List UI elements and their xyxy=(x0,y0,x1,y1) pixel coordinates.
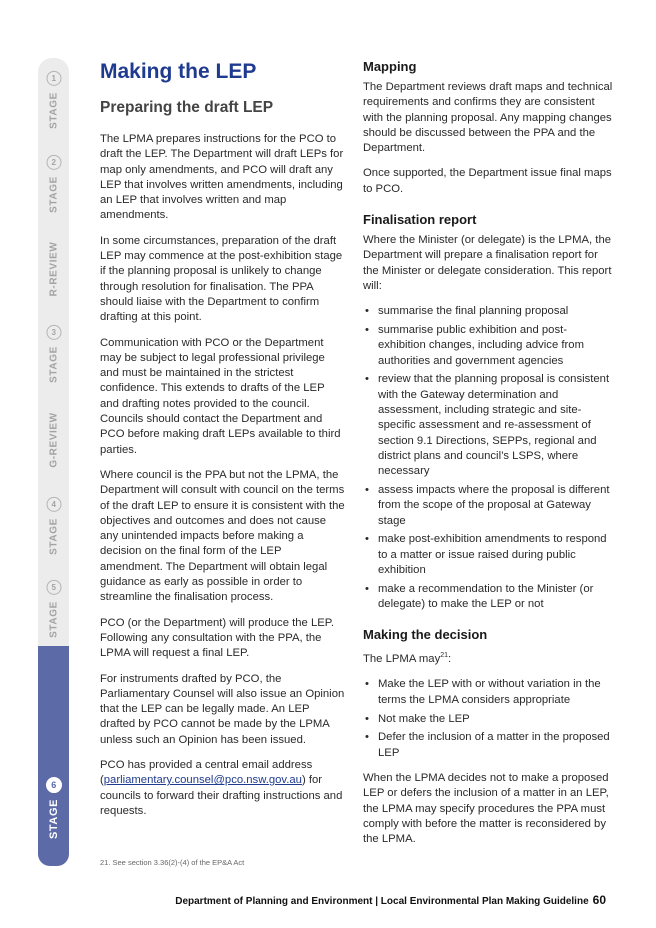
paragraph: For instruments drafted by PCO, the Parliamentary Counsel will also issue an Opinion that the LEP can be legally made. An LEP drafted by PCO cannot be made by the LPMA unless such an Opinion has been issued. xyxy=(100,672,345,746)
tab-stage-5-label: STAGE xyxy=(48,601,59,638)
list-item xyxy=(363,483,613,529)
paragraph: The Department reviews draft maps and technical requirements and confirms they are consistent with the planning proposal. Any mapping changes should be discussed between the PPA and the Department. xyxy=(363,81,613,155)
tab-stage-3-number: 3 xyxy=(46,325,61,340)
paragraph: Where council is the PPA but not the LPMA, the Department will consult with council on the terms of the draft LEP to ensure it is consistent with the objectives and outcomes and does not cause any unintended impacts before making a decision on the final form of the LEP amendment. The Department will obtain legal guidance as early as possible in order to streamline the finalisation process. xyxy=(100,468,345,604)
list-item xyxy=(363,532,613,578)
bullet: • xyxy=(365,678,369,691)
paragraph: The LPMA prepares instructions for the PCO to draft the LEP. The Department will draft LEPs for map only amendments, and PCO will draft any LEP that involves written amendments, including an LEP that involves written and map amendments. xyxy=(100,133,344,222)
tab-stage-4-number: 4 xyxy=(46,497,61,512)
page-footer xyxy=(175,893,606,907)
list-item xyxy=(363,712,613,727)
footnote-ref: 21 xyxy=(440,652,449,660)
tab-stage-2-number: 2 xyxy=(46,155,61,170)
paragraph-text: ) for councils to forward their drafting instructions and requests. xyxy=(100,774,343,817)
page-number: 60 xyxy=(592,893,606,907)
decision-list xyxy=(363,677,613,760)
footer-text: Department of Planning and Environment | Local Environmental Plan Making Guideline xyxy=(175,896,589,907)
page-title: Making the LEP xyxy=(100,60,257,83)
section-heading-preparing: Preparing the draft LEP xyxy=(100,99,274,116)
tab-stage-6-label: STAGE xyxy=(47,798,60,840)
bullet: • xyxy=(365,484,369,497)
tab-stage-5-number: 5 xyxy=(46,580,61,595)
decision-section xyxy=(363,626,613,847)
right-column xyxy=(363,58,613,857)
bullet: • xyxy=(365,712,369,725)
list-item-text: review that the planning proposal is consistent with the Gateway determination and assessment, including strategic and site-specific assessment and re-assessment of section 9.1 Directions, SEPPs, regional and district plans and council’s LSPS, where necessary xyxy=(378,373,610,478)
list-item-text: Not make the LEP xyxy=(378,712,470,725)
tab-stage-1[interactable] xyxy=(38,58,69,142)
tab-stage-2-label: STAGE xyxy=(48,176,59,213)
tab-stage-2[interactable] xyxy=(38,142,69,226)
tab-stage-1-number: 1 xyxy=(46,71,61,86)
email-link[interactable]: parliamentary.counsel@pco.nsw.gov.au xyxy=(103,774,302,787)
list-item xyxy=(363,730,613,761)
list-item xyxy=(363,677,613,708)
paragraph: PCO (or the Department) will produce the LEP. Following any consultation with the PPA, the LPMA will request a final LEP. xyxy=(100,616,334,660)
paragraph: Where the Minister (or delegate) is the LPMA, the Department will prepare a finalisation report for the Minister or delegate consideration. This report will: xyxy=(363,234,612,292)
tab-stage-4[interactable] xyxy=(38,484,69,568)
list-item-text: make post-exhibition amendments to respond to a matter or issue raised during public exhibition xyxy=(378,533,607,577)
stage-sidebar xyxy=(38,58,69,866)
paragraph: In some circumstances, preparation of the draft LEP may commence at the post-exhibition stage if the planning proposal is unlikely to change through resolution for finalisation. The PPA should liaise with the Department to confirm drafting at this point. xyxy=(100,234,343,324)
section-heading-decision: Making the decision xyxy=(363,627,488,643)
list-item xyxy=(363,304,613,319)
tab-r-review-label: R-REVIEW xyxy=(48,241,59,297)
list-item-text: summarise public exhibition and post-exhibition changes, including advice from authorities and government agencies xyxy=(378,324,584,367)
bullet: • xyxy=(365,533,369,546)
tab-g-review-label: G-REVIEW xyxy=(48,412,59,468)
bullet: • xyxy=(365,305,369,318)
tab-stage-4-label: STAGE xyxy=(48,518,59,555)
list-item-text: Defer the inclusion of a matter in the proposed LEP xyxy=(378,731,610,759)
paragraph-email xyxy=(100,758,346,819)
bullet: • xyxy=(365,731,369,744)
bullet: • xyxy=(365,324,369,337)
tab-stage-3[interactable] xyxy=(38,312,69,396)
finalisation-section xyxy=(363,211,613,612)
paragraph: Once supported, the Department issue final maps to PCO. xyxy=(363,167,612,195)
paragraph-text: The LPMA may xyxy=(363,653,441,666)
tab-r-review[interactable] xyxy=(38,226,69,312)
list-item-text: make a recommendation to the Minister (or delegate) to make the LEP or not xyxy=(378,582,594,611)
tab-stage-6-number: 6 xyxy=(46,777,62,793)
tab-stage-1-label: STAGE xyxy=(48,92,59,129)
list-item xyxy=(363,582,613,613)
paragraph-text: PCO has provided a central email address ( xyxy=(100,758,313,787)
list-item-text: Make the LEP with or without variation in the terms the LPMA considers appropriate xyxy=(378,678,601,706)
bullet: • xyxy=(365,582,369,595)
list-item-text: assess impacts where the proposal is different from the scope of the proposal at Gateway stage xyxy=(378,484,610,527)
list-item xyxy=(363,323,613,369)
paragraph xyxy=(363,648,613,667)
paragraph-text: : xyxy=(448,653,452,666)
paragraph: When the LPMA decides not to make a proposed LEP or defers the inclusion of a matter in an LEP, the LPMA may specify procedures the PPA must comply with before the matter is reconsidered by the LPMA. xyxy=(363,771,609,846)
mapping-section xyxy=(363,58,613,197)
list-item xyxy=(363,372,613,479)
tab-stage-3-label: STAGE xyxy=(48,346,59,383)
section-heading-mapping: Mapping xyxy=(363,59,417,74)
left-column xyxy=(100,58,346,829)
tab-stage-5[interactable] xyxy=(38,568,69,650)
finalisation-list xyxy=(363,304,613,612)
paragraph: Communication with PCO or the Department may be subject to legal professional privilege and must be maintained in the strictest confidence. This extends to drafts of the LEP and drafting notes provided to the council. Councils should contact the Department and PCO before making draft LEPs available to third parties. xyxy=(100,336,341,456)
list-item-text: summarise the final planning proposal xyxy=(378,305,569,318)
section-heading-finalisation: Finalisation report xyxy=(363,212,477,228)
tab-stage-6[interactable] xyxy=(38,646,69,866)
bullet: • xyxy=(365,373,369,386)
tab-g-review[interactable] xyxy=(38,396,69,484)
footnote: 21. See section 3.36(2)-(4) of the EP&A Act xyxy=(100,858,245,867)
